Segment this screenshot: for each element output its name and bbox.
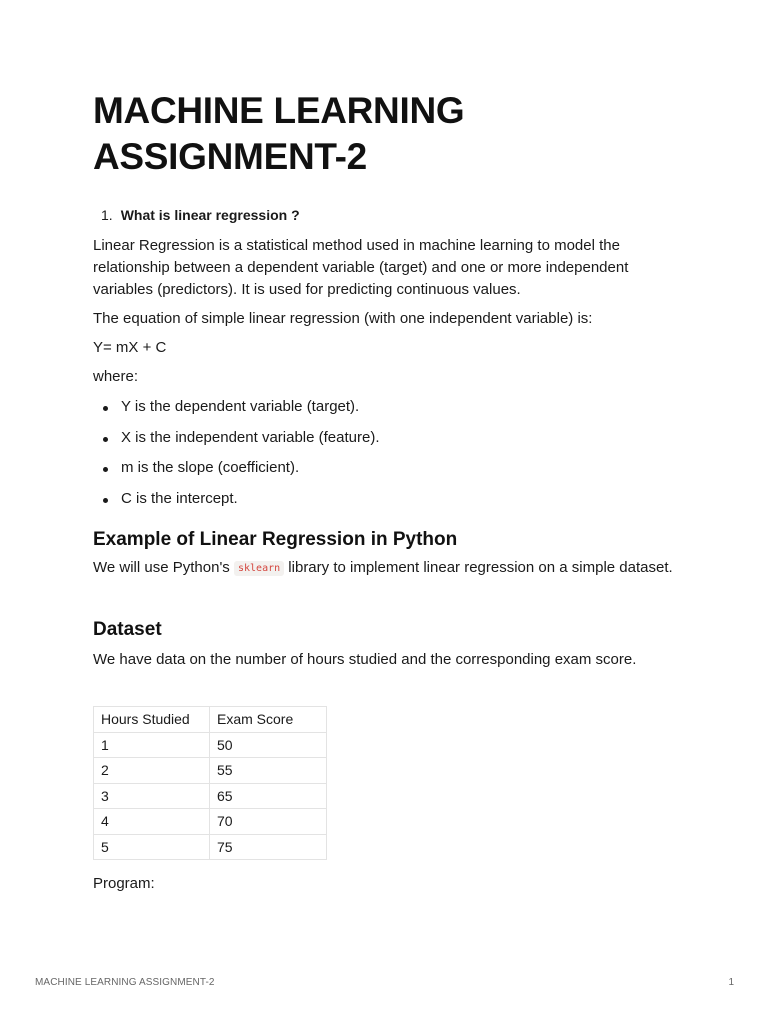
table-header-cell: Hours Studied — [94, 707, 210, 733]
example-text-before: We will use Python's — [93, 559, 234, 576]
intro-paragraph: Linear Regression is a statistical method used in machine learning to model the relationship between a dependent variable (target) and one or more independent variables (predictors). It is used for predicting continuous values. — [93, 237, 629, 298]
question-number: 1. — [101, 207, 113, 223]
table-cell: 50 — [210, 732, 327, 758]
dataset-table — [93, 706, 327, 860]
document-title — [93, 88, 464, 180]
page-number: 1 — [728, 977, 734, 988]
table-cell: 65 — [210, 783, 327, 809]
table-row — [94, 834, 327, 860]
table-row — [94, 732, 327, 758]
table-cell: 3 — [94, 783, 210, 809]
table-row — [94, 758, 327, 784]
table-cell: 55 — [210, 758, 327, 784]
dataset-heading: Dataset — [93, 619, 162, 640]
table-cell: 4 — [94, 809, 210, 835]
table-row — [94, 783, 327, 809]
equation: Y= mX + C — [93, 339, 167, 356]
table-header-row — [94, 707, 327, 733]
table-cell: 2 — [94, 758, 210, 784]
title-line-2: ASSIGNMENT-2 — [93, 136, 367, 177]
table-cell: 75 — [210, 834, 327, 860]
table-cell: 5 — [94, 834, 210, 860]
table-cell: 70 — [210, 809, 327, 835]
example-text-after: library to implement linear regression on a simple dataset. — [284, 559, 673, 576]
equation-intro: The equation of simple linear regression (with one independent variable) is: — [93, 310, 593, 327]
list-item: C is the intercept. — [93, 488, 380, 519]
question-heading — [101, 206, 300, 224]
inline-code: sklearn — [234, 561, 284, 576]
table-header-cell: Exam Score — [210, 707, 327, 733]
table-row — [94, 809, 327, 835]
list-item: X is the independent variable (feature). — [93, 427, 380, 458]
variable-list — [93, 396, 380, 518]
example-paragraph — [93, 557, 683, 580]
title-line-1: MACHINE LEARNING — [93, 90, 465, 131]
example-heading: Example of Linear Regression in Python — [93, 529, 458, 550]
table-cell: 1 — [94, 732, 210, 758]
dataset-paragraph: We have data on the number of hours studied and the corresponding exam score. — [93, 651, 637, 668]
question-text: What is linear regression ? — [120, 207, 300, 223]
where-label: where: — [93, 368, 139, 385]
footer-title: MACHINE LEARNING ASSIGNMENT-2 — [35, 977, 215, 988]
program-label: Program: — [93, 875, 155, 892]
list-item: Y is the dependent variable (target). — [93, 396, 380, 427]
list-item: m is the slope (coefficient). — [93, 457, 380, 488]
